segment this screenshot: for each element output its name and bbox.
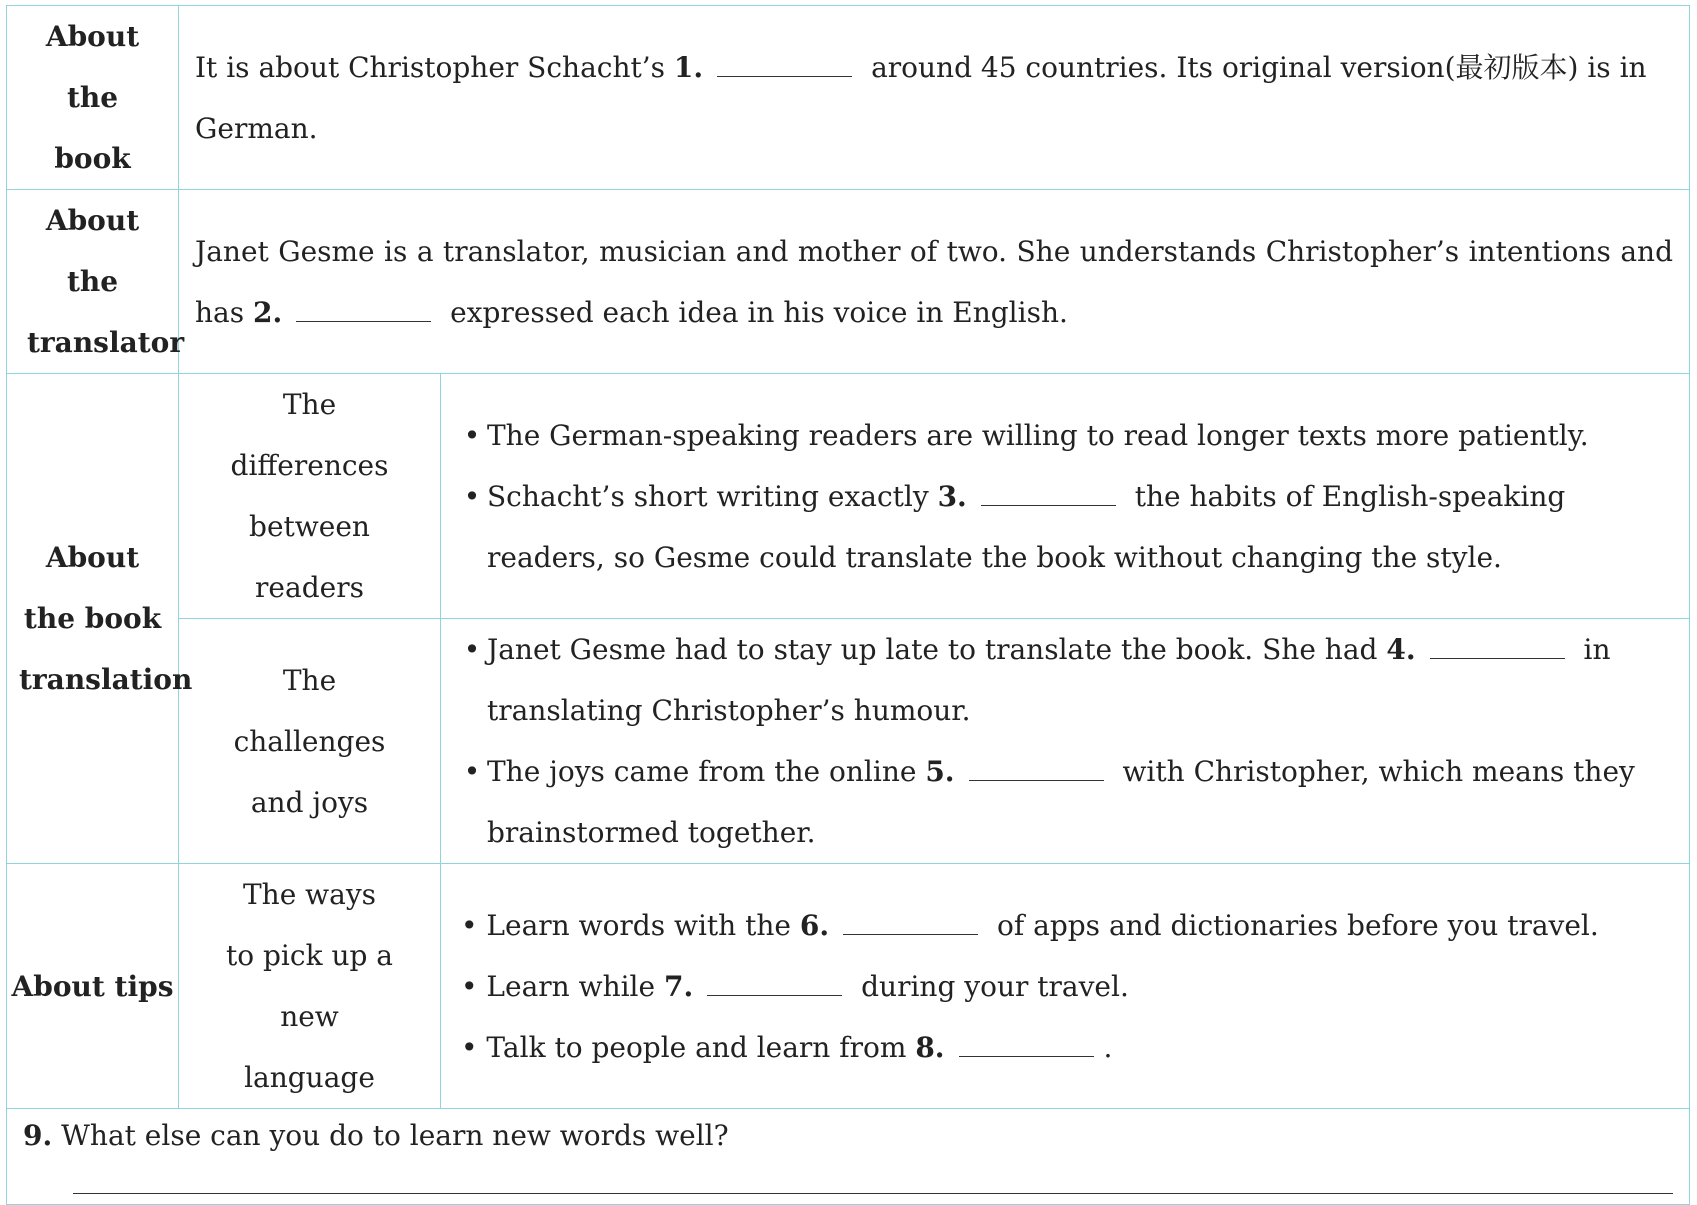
challenges-bullet-2-text: [487, 741, 1673, 863]
answer-blank-6[interactable]: [843, 912, 978, 935]
row-tips: [7, 864, 1690, 1109]
tip-2-a: Learn while: [486, 969, 656, 1003]
challenges-bullet-2-b: with Christopher, which means they brainstormed together.: [487, 755, 1635, 849]
readers-bullet-1-text: The German-speaking readers are willing to read longer texts more patiently.: [487, 418, 1589, 452]
challenges-bullet-1-a: Janet Gesme had to stay up late to translate the book. She had: [487, 633, 1378, 666]
row-challenges: [7, 619, 1690, 864]
bullet-dot: •: [461, 1030, 478, 1064]
challenges-bullet-1: [457, 619, 1673, 741]
challenges-bullet-2-a: The joys came from the online: [487, 755, 917, 788]
blank-number-6: 6.: [799, 908, 830, 942]
tip-3: [461, 1017, 1673, 1078]
tips-description: [441, 864, 1690, 1109]
row-label-book: About the book: [7, 6, 179, 190]
bullet-dot: •: [463, 479, 481, 513]
challenges-bullet-2: [457, 741, 1673, 863]
translator-description: [179, 190, 1690, 374]
book-text-b: around 45 countries. Its original version: [871, 50, 1445, 84]
blank-number-4: 4.: [1386, 633, 1416, 666]
row-label-tips: About tips: [7, 864, 179, 1109]
tip-1-b: of apps and dictionaries before you travel.: [997, 908, 1599, 942]
tip-2: [461, 956, 1673, 1017]
challenges-bullet-1-b: in translating Christopher’s humour.: [487, 633, 1611, 727]
row-about-translator: [7, 190, 1690, 374]
blank-number-3: 3.: [937, 479, 967, 513]
answer-blank-4[interactable]: [1430, 636, 1565, 659]
row-label-translation: About the book translation: [7, 374, 179, 864]
answer-blank-5[interactable]: [969, 758, 1104, 781]
answer-blank-2[interactable]: [296, 299, 431, 322]
readers-bullet-2: [457, 466, 1673, 588]
row-about-book: [7, 6, 1690, 190]
readers-description: [441, 374, 1690, 619]
book-text-c: (最初版本) is in German.: [195, 50, 1647, 145]
readers-bullet-1: [457, 405, 1673, 466]
blank-number-8: 8.: [915, 1030, 945, 1064]
answer-blank-1[interactable]: [717, 54, 852, 77]
row-readers: [7, 374, 1690, 619]
challenges-description: [441, 619, 1690, 864]
question-number-9: 9.: [23, 1119, 53, 1152]
blank-number-1: 1.: [673, 50, 704, 84]
blank-number-7: 7.: [663, 969, 694, 1003]
blank-number-2: 2.: [253, 295, 283, 329]
answer-blank-7[interactable]: [707, 973, 842, 996]
answer-line-9[interactable]: [73, 1192, 1673, 1194]
question-9: [7, 1109, 1690, 1205]
tip-2-b: during your travel.: [861, 969, 1129, 1003]
bullet-dot: •: [463, 755, 481, 788]
tips-sub-label: The ways to pick up a new language: [179, 864, 441, 1109]
bullet-dot: •: [461, 908, 478, 942]
question-9-text: What else can you do to learn new words well?: [61, 1119, 729, 1152]
answer-blank-3[interactable]: [981, 483, 1116, 506]
translator-text-a: Janet Gesme is a translator, musician and mother of two. She understands Christopher’s intentions and has: [195, 234, 1673, 329]
bullet-dot: •: [463, 633, 481, 666]
worksheet-table: [6, 5, 1690, 1205]
challenges-label: The challenges and joys: [179, 619, 441, 864]
readers-label: The differences between readers: [179, 374, 441, 619]
book-description: [179, 6, 1690, 190]
bullet-dot: •: [463, 418, 481, 452]
row-label-translator: About the translator: [7, 190, 179, 374]
readers-bullet-2-b: the habits of English-speaking readers, so Gesme could translate the book without changing the style.: [487, 479, 1566, 574]
row-question-9: [7, 1109, 1690, 1205]
answer-blank-8[interactable]: [959, 1034, 1094, 1057]
blank-number-5: 5.: [925, 755, 955, 788]
readers-bullet-2-text: [487, 466, 1673, 588]
tip-3-a: Talk to people and learn from: [486, 1030, 907, 1064]
book-text-a: It is about Christopher Schacht’s: [195, 50, 666, 84]
translator-text-b: expressed each idea in his voice in English.: [450, 295, 1068, 329]
bullet-dot: •: [461, 969, 478, 1003]
tip-1-a: Learn words with the: [486, 908, 791, 942]
tip-3-period: .: [1103, 1030, 1113, 1064]
challenges-bullet-1-text: [487, 619, 1673, 741]
tip-1: [461, 895, 1673, 956]
readers-bullet-2-a: Schacht’s short writing exactly: [487, 479, 929, 513]
